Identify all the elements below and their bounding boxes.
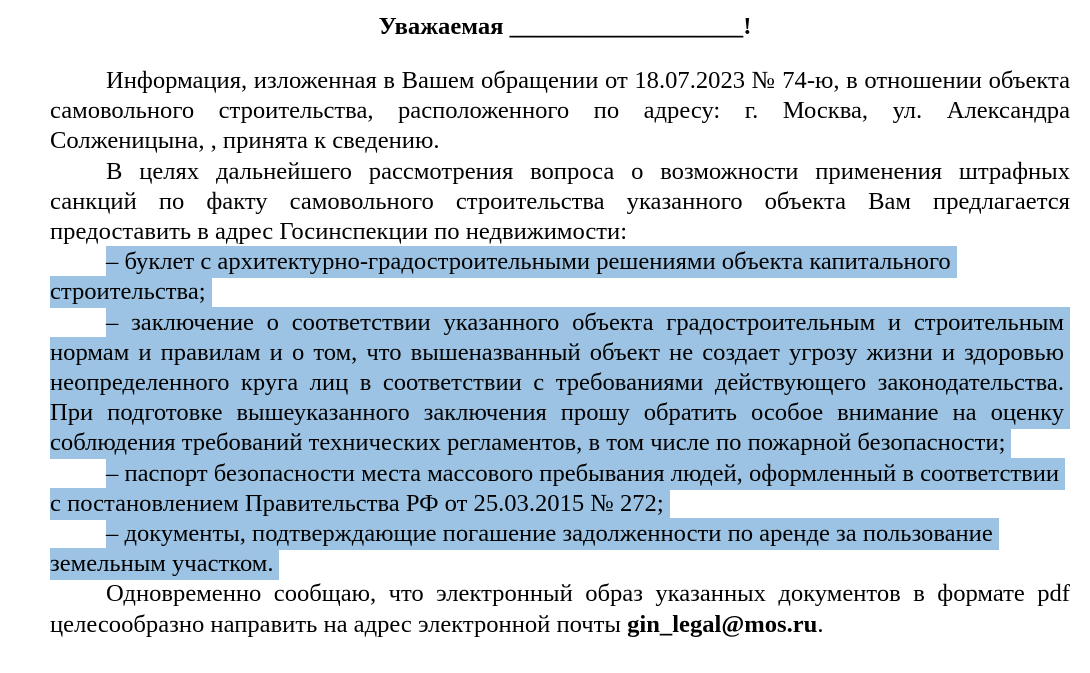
salutation: Уважаемая ___________________! — [378, 13, 752, 40]
highlighted-text: – буклет с архитектурно-градостроительными решениями объекта капитального строительства; — [50, 246, 957, 308]
paragraph-appeal-info: Информация, изложенная в Вашем обращении от 18.07.2023 № 74-ю, в отношении объекта самовольного строительства, расположенного по адресу: г. Москва, ул. Александра Солженицына, , принята к сведению. — [50, 67, 1070, 155]
letter-page — [50, 8, 1070, 640]
closing-period: . — [817, 610, 824, 638]
highlighted-text: – паспорт безопасности места массового пребывания людей, оформленный в соответствии с постановлением Правительства РФ от 25.03.2015 № 272; — [50, 458, 1065, 520]
paragraph-request-intro: В целях дальнейшего рассмотрения вопроса о возможности применения штрафных санкций по факту самовольного строительства указанного объекта Вам предлагается предоставить в адрес Госинспекции по недвижимости: — [50, 157, 1070, 246]
closing-text: Одновременно сообщаю, что электронный образ указанных документов в формате pdf целесообразно направить на адрес электронной почты — [50, 580, 1070, 638]
highlighted-text: – заключение о соответствии указанного объекта градостроительным и строительным нормам и правилам и о том, что вышеназванный объект не создает угрозу жизни и здоровью неопределенного круга лиц в соответствии с требованиями действующего законодательства. При подготовке вышеуказанного заключения прошу обратить особое внимание на оценку соблюдения требований технических регламентов, в том числе по пожарной безопасности; — [50, 307, 1070, 460]
list-item-debt-documents — [50, 519, 1070, 579]
paragraph-closing — [50, 579, 1070, 639]
list-item-safety-passport — [50, 459, 1070, 519]
list-item-booklet — [50, 247, 1070, 307]
list-item-conclusion — [50, 308, 1070, 459]
email-address: gin_legal@mos.ru — [627, 610, 818, 638]
highlighted-text: – документы, подтверждающие погашение задолженности по аренде за пользование земельным участком. — [50, 518, 999, 580]
